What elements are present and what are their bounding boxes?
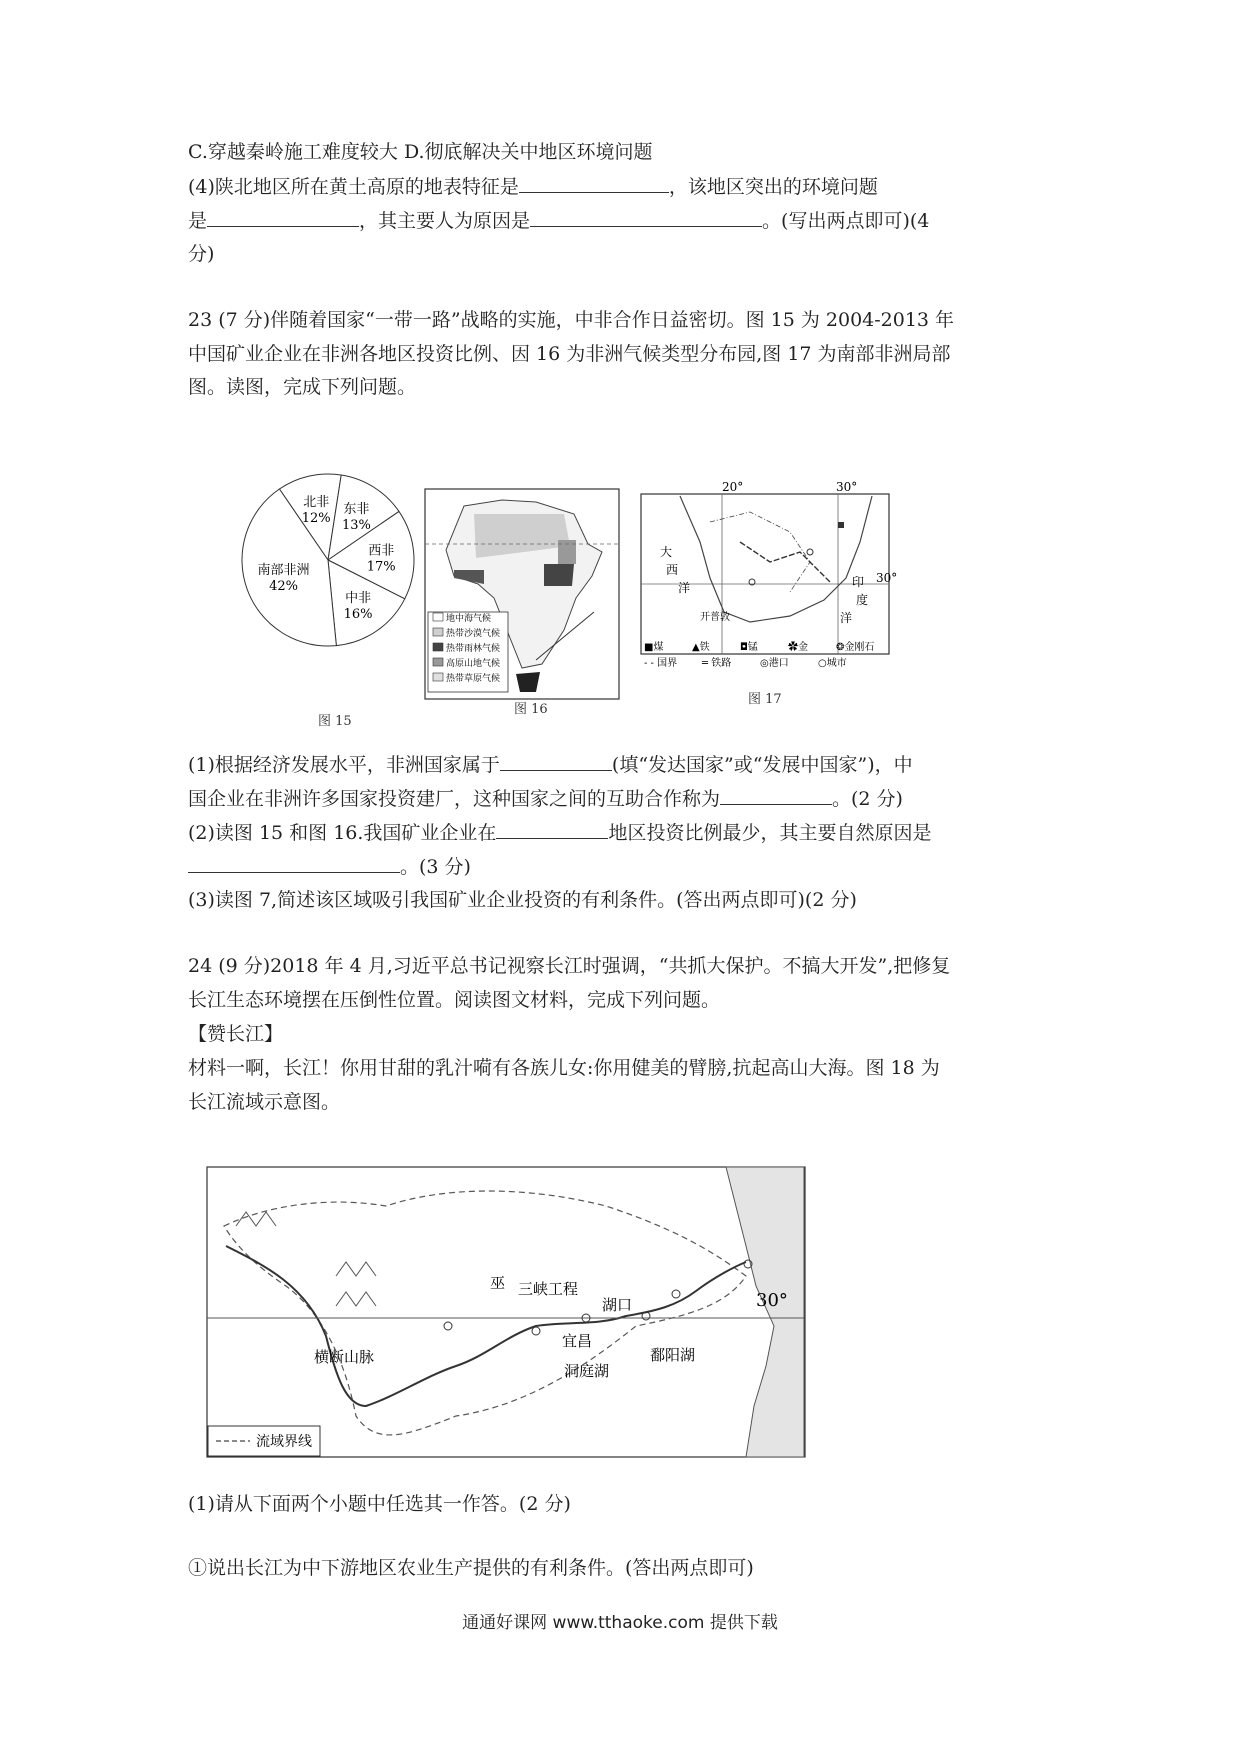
answer-blank[interactable] [207,208,359,227]
legend-item: - - 国界 [644,658,678,669]
pie-slice-name: 西非 [368,543,395,559]
answer-blank[interactable] [720,786,832,805]
legend-label: 热带草原气候 [446,674,501,684]
question-text: 23 (7 分)伴随着国家“一带一路”战略的实施，中非合作日益密切。图 15 为 2004-2013 年 [188,309,955,331]
q24-intro-2 [188,988,720,1012]
q24-material-2 [188,1090,340,1114]
option-text: C.穿越秦岭施工难度较大 D.彻底解决关中地区环境问题 [188,141,653,163]
city-label: 宜昌 [562,1332,593,1350]
pie-slice-name: 南部非洲 [257,563,310,579]
legend-item: ○城市 [818,658,847,669]
legend-swatch [433,643,443,651]
question-text: 。(3 分) [400,856,471,878]
fig15-caption: 图 15 [318,714,352,729]
fig17-southern-africa-map [640,480,898,672]
question-text: 分) [188,243,215,265]
legend-item: ■煤 [644,642,664,653]
question-23-intro-2 [188,342,951,366]
question-text: (2)读图 15 和图 16.我国矿业企业在 [188,822,497,844]
q23-sub3 [188,888,857,912]
ocean-label: 大 [660,545,673,559]
fig16-caption: 图 16 [514,702,548,717]
lake-label: 洞庭湖 [564,1362,610,1380]
pie-slice-name: 北非 [303,495,330,511]
legend-item: ═ 铁路 [702,658,732,669]
question-text: (填“发达国家”或“发展中国家”)，中 [611,754,913,776]
question-text: 是 [188,210,208,232]
fig16-africa-climate-map [424,488,620,700]
q24-sub1-option1 [188,1556,754,1580]
q24-intro-1 [188,954,950,978]
map-frame [641,494,889,654]
ocean-label: 洋 [840,611,853,625]
legend-label: 地中海气候 [446,614,492,624]
legend-swatch [433,628,443,636]
q23-sub2-line2 [188,854,471,879]
fig18-yangtze-map [206,1166,806,1460]
legend-item: ◎港口 [760,658,789,669]
map-frame [207,1167,805,1457]
legend-item: ◘锰 [740,642,758,653]
question-4-line-2 [188,208,929,233]
question-text: 。(写出两点即可)(4 [762,210,930,232]
question-text: 。(2 分) [832,788,903,810]
place-label: 巫 [490,1274,506,1292]
city-label: 湖口 [602,1296,633,1314]
q23-sub2-line1 [188,820,931,845]
lon-label: 20° [722,480,744,494]
legend-swatch [433,658,443,666]
legend-label: 流域界线 [256,1434,312,1450]
coal-marker [838,522,844,528]
pie-slice-name: 中非 [345,591,372,607]
ocean-label: 度 [856,593,869,607]
pie-slices [242,474,414,646]
lon-label: 30° [836,480,858,494]
lake-label: 鄱阳湖 [650,1346,696,1364]
pie-slice-label: 13% [341,517,371,533]
highland-zone [558,540,576,564]
question-text: 长江流域示意图。 [188,1091,341,1113]
legend-item: ✿金 [788,642,808,653]
question-23-intro-3 [188,375,416,399]
pie-slice-label: 12% [301,511,331,527]
q24-sub1 [188,1492,571,1516]
answer-blank[interactable] [519,174,669,193]
page-footer: 通通好课网 www.tthaoke.com 提供下载 [462,1613,778,1633]
lat-label: 30° [876,571,898,585]
legend-label: 热带沙漠气候 [446,629,501,639]
pie-slice-name: 东非 [343,501,370,517]
question-text: 材料一啊，长江！你用甘甜的乳汁嗬有各族儿女:你用健美的臂膀,抗起高山大海。图 18 为 [188,1057,940,1079]
q23-sub1-line2 [188,786,903,811]
legend-swatch [433,613,443,621]
q24-heading [188,1022,283,1046]
question-text: (1)根据经济发展水平，非洲国家属于 [188,754,500,776]
fig17-caption: 图 17 [748,692,782,707]
lat-label: 30° [756,1290,788,1311]
south-zone [516,672,540,692]
question-text: ，其主要人为原因是 [359,210,531,232]
question-text: 图。读图，完成下列问题。 [188,376,417,398]
fig15-pie-chart [238,470,418,650]
answer-blank[interactable] [188,854,400,873]
legend-item: ❂金刚石 [836,642,875,653]
pie-slice-label: 17% [366,559,396,575]
question-text: 长江生态环境摆在压倒性位置。阅读图文材料，完成下列问题。 [188,989,721,1011]
question-text: 国企业在非洲许多国家投资建厂，这种国家之间的互助合作称为 [188,788,721,810]
pie-slice-label: 16% [343,607,373,623]
question-23-intro-1 [188,308,954,332]
legend-swatch [433,673,443,681]
question-text: 地区投资比例最少，其主要自然原因是 [608,822,932,844]
q24-material-1 [188,1056,940,1080]
question-text: (1)请从下面两个小题中任选其一作答。(2 分) [188,1493,571,1515]
question-text: (3)读图 7,简述该区域吸引我国矿业企业投资的有利条件。(答出两点即可)(2 分) [188,889,857,911]
ocean-label: 印 [852,575,865,589]
question-text: ，该地区突出的环境问题 [668,176,878,198]
legend-item: ▲铁 [692,642,710,653]
pie-slice-label: 42% [269,579,298,595]
question-4-line-3 [188,242,214,266]
question-text: ①说出长江为中下游地区农业生产提供的有利条件。(答出两点即可) [188,1557,754,1579]
option-line-cd [188,140,653,164]
q23-sub1-line1 [188,752,913,777]
question-text: (4)陕北地区所在黄土高原的地表特征是 [188,176,519,198]
answer-blank[interactable] [530,208,762,227]
question-text: 24 (9 分)2018 年 4 月,习近平总书记视察长江时强调，“共抓大保护。不搞大开发”,把修复 [188,955,951,977]
question-text: 中国矿业企业在非洲各地区投资比例、因 16 为非洲气候类型分布园,图 17 为南部非洲局部 [188,343,951,365]
legend-label: 热带雨林气候 [446,644,501,654]
legend-label: 高原山地气候 [446,659,501,669]
ocean-label: 洋 [678,581,691,595]
place-label: 开普敦 [700,612,730,623]
question-4-line-1 [188,174,878,199]
dam-label: 三峡工程 [518,1280,579,1298]
ocean-label: 西 [666,563,679,577]
rainforest-zone [544,564,574,586]
answer-blank[interactable] [496,820,608,839]
mountain-label: 横断山脉 [314,1348,375,1366]
answer-blank[interactable] [500,752,612,771]
question-text: 【赞长江】 [188,1023,284,1045]
